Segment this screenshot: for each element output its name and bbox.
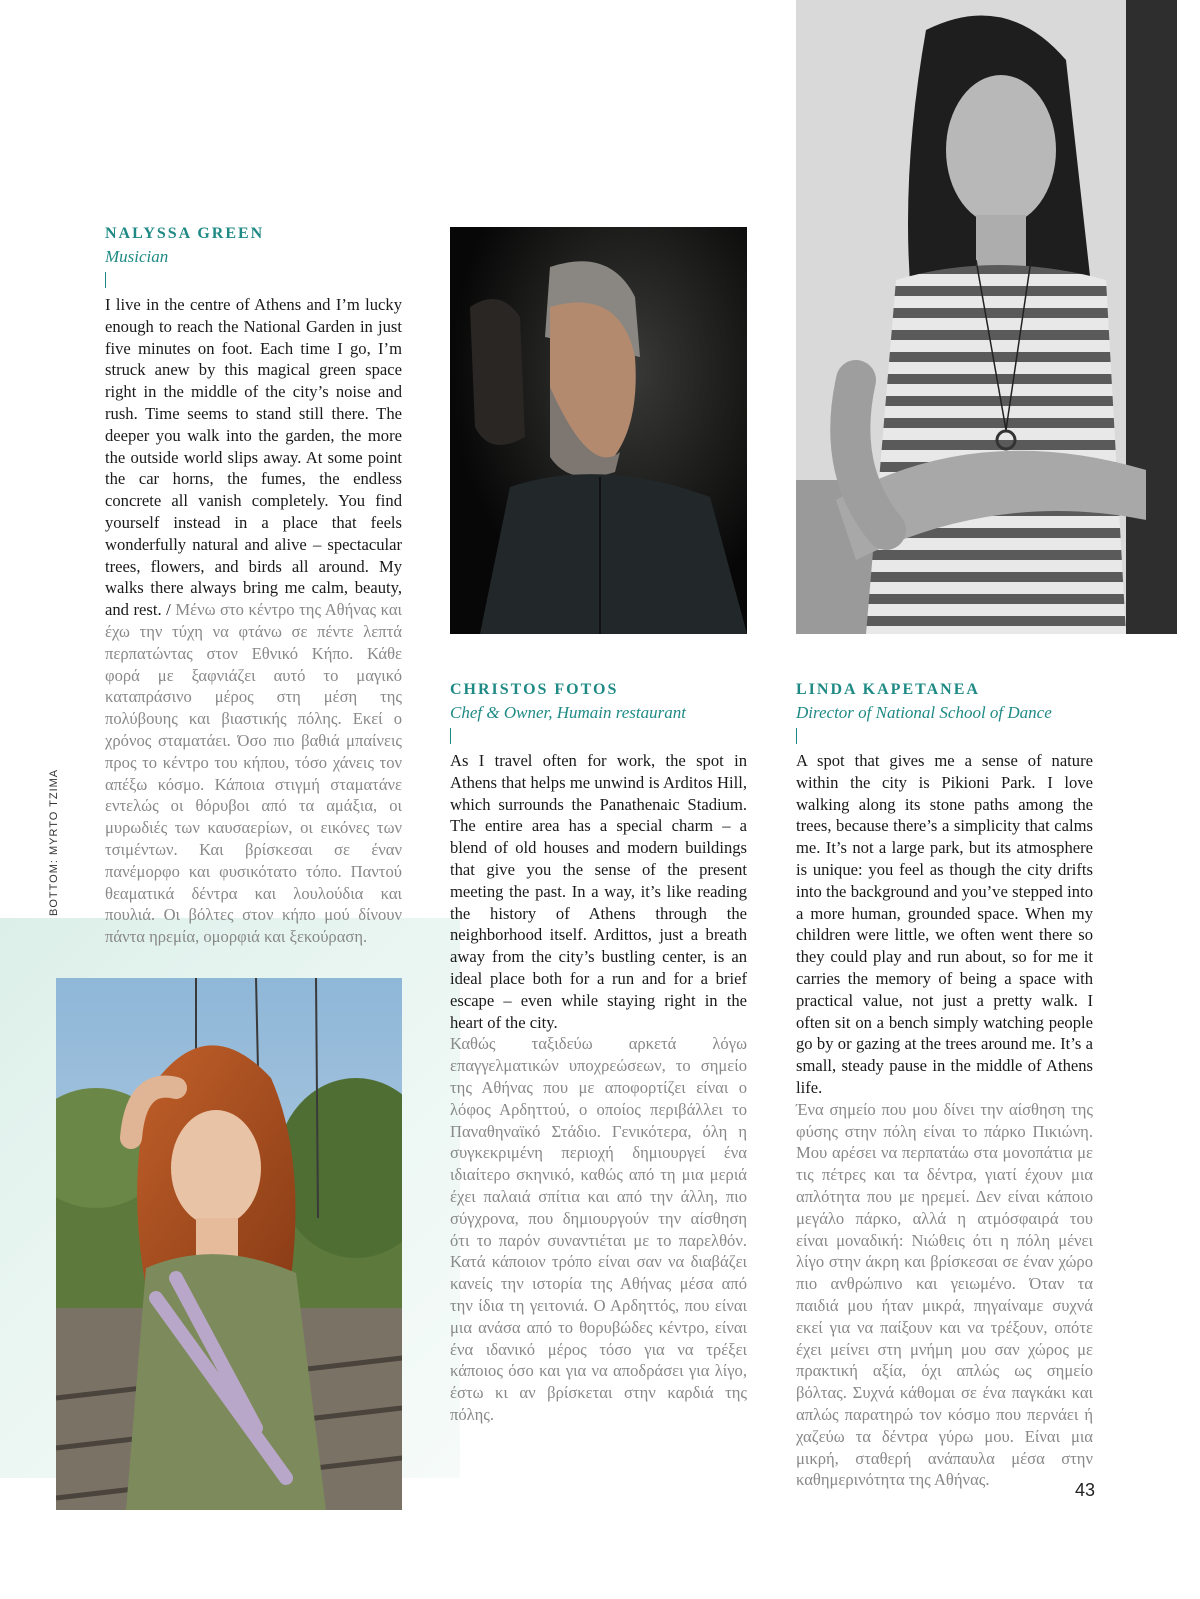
divider-bar [105, 272, 106, 288]
profile-name: CHRISTOS FOTOS [450, 681, 619, 698]
photo-nalyssa-green [56, 978, 402, 1510]
profile-role: Musician [105, 247, 169, 266]
divider-bar [450, 728, 451, 744]
profile-nalyssa-green [105, 224, 402, 948]
page-number: 43 [1074, 1480, 1095, 1500]
divider-bar [796, 728, 797, 744]
profile-name: NALYSSA GREEN [105, 225, 265, 242]
profile-text-english: I live in the centre of Athens and I’m lucky enough to reach the National Garden in just five minutes on foot. Each time I go, I’m struck anew by this magical green space right in the middle of the city’s noise and rush. Time seems to stand still there. The deeper you walk into the garden, the more the outside world slips away. At some point the car horns, the fumes, the endless concrete all vanish completely. You find yourself instead in a place that feels wonderfully natural and alive – spectacular trees, flowers, and birds all around. My walks there always bring me calm, beauty, and rest. / [105, 295, 402, 620]
profile-name: LINDA KAPETANEA [796, 681, 980, 698]
profile-text-greek: Ένα σημείο που μου δίνει την αίσθηση της φύσης στην πόλη είναι το πάρκο Πικιώνη. Μου αρέσει να περπατάω στα μονοπάτια με τις πέτρες και τα δέντρα, γιατί έχουν μια απλότητα που με ηρεμεί. Δεν είναι κάποιο μεγάλο πάρκο, αλλά η ατμόσφαιρά του είναι μοναδική: Νιώθεις ότι η πόλη μένει λίγο στην άκρη και βρίσκεσαι σε έναν χώρο πιο ανθρώπινο και γειωμένο. Όταν τα παιδιά μου ήταν μικρά, πηγαίναμε συχνά εκεί για να παίξουν και να τρέξουν, οπότε έχει μείνει στη μνήμη μου σαν χώρος με πρακτική αξία, όχι απλώς ως σημείο βόλτας. Συχνά κάθομαι σε ένα παγκάκι και απλώς παρατηρώ τον κόσμο που περνάει ή χαζεύω τα δέντρα γύρω μου. Είναι μια μικρή, σταθερή ανάπαυλα μέσα στην καθημερινότητα της Αθήνας. [796, 1099, 1093, 1490]
profile-christos-fotos [450, 680, 747, 1426]
profile-text-english: A spot that gives me a sense of nature within the city is Pikioni Park. I love walking along its stone paths among the trees, because there’s a simplicity that calms me. It’s not a large park, but its atmosphere is unique: you feel as though the city drifts into the background and you’ve stepped into a more human, grounded space. When my children were little, we often went there so they could play and run about, so for me it carries the memory of being a space with practical value, not just a pretty walk. I often sit on a bench simply watching people go by or gazing at the trees around me. It’s a small, steady pause in the middle of Athens life. [796, 751, 1093, 1097]
photo-credit: BOTTOM: MYRTO TZIMA [48, 768, 60, 916]
profile-text-english: As I travel often for work, the spot in Athens that helps me unwind is Arditos Hill, which surrounds the Panathenaic Stadium. The entire area has a special charm – a blend of old houses and modern buildings that give you the sense of the present meeting the past. In a way, it’s like reading the history of Athens through the neighborhood itself. Ardittos, just a breath away from the city’s bustling center, is an ideal place both for a run and for a brief escape – even while staying right in the heart of the city. [450, 751, 747, 1032]
photo-linda-kapetanea [796, 0, 1177, 634]
profile-role: Director of National School of Dance [796, 703, 1052, 722]
profile-text [105, 294, 402, 948]
profile-text-greek: Καθώς ταξιδεύω αρκετά λόγω επαγγελματικών υποχρεώσεων, το σημείο της Αθήνας που με αποφορτίζει είναι ο λόφος Αρδηττού, ο οποίος περιβάλλει το Παναθηναϊκό Στάδιο. Γενικότερα, όλη η συγκεκριμένη περιοχή δημιουργεί ένα ιδιαίτερο σκηνικό, καθώς από τη μια μεριά έχει παλαιά σπίτια και από την άλλη, πιο σύγχρονα, που δημιουργούν την αίσθηση ότι το παρόν συναντιέται με το παρελθόν. Κατά κάποιον τρόπο είναι σαν να διαβάζει κανείς την ιστορία της Αθήνας μέσα από την ίδια τη γειτονιά. Ο Αρδηττός, που είναι μια ανάσα από το θορυβώδες κέντρο, είναι ένα ιδανικό μέρος τόσο για να τρέξει κάποιος όσο και για να αποδράσει για λίγο, έστω κι αν βρίσκεται στην καρδιά της πόλης. [450, 1034, 747, 1424]
profile-role: Chef & Owner, Humain restaurant [450, 703, 686, 722]
photo-christos-fotos [450, 227, 747, 634]
profile-linda-kapetanea [796, 680, 1093, 1491]
profile-text-greek: Μένω στο κέντρο της Αθήνας και έχω την τύχη να φτάνω σε πέντε λεπτά περπατώντας στον Εθνικό Κήπο. Κάθε φορά με ξαφνιάζει αυτό το μαγικό καταπράσινο μέρος στη μέση της πολύβουης και βιαστικής πόλης. Εκεί ο χρόνος σταματάει. Όσο πιο βαθιά μπαίνεις προς το κέντρο του κήπου, τόσο χάνεις τον απέξω κόσμο. Κάποια στιγμή σταματάνε εντελώς οι θόρυβοι από τα αμάξια, οι μυρωδιές των καυσαερίων, οι εικόνες των τσιμέντων. Και βρίσκεσαι σε έναν πανέμορφο και φυσικότατο τόπο. Παντού θεαματικά δέντρα και λουλούδια και πουλιά. Οι βόλτες στον κήπο μού δίνουν πάντα ηρεμία, ομορφιά και ξεκούραση. [105, 600, 402, 947]
